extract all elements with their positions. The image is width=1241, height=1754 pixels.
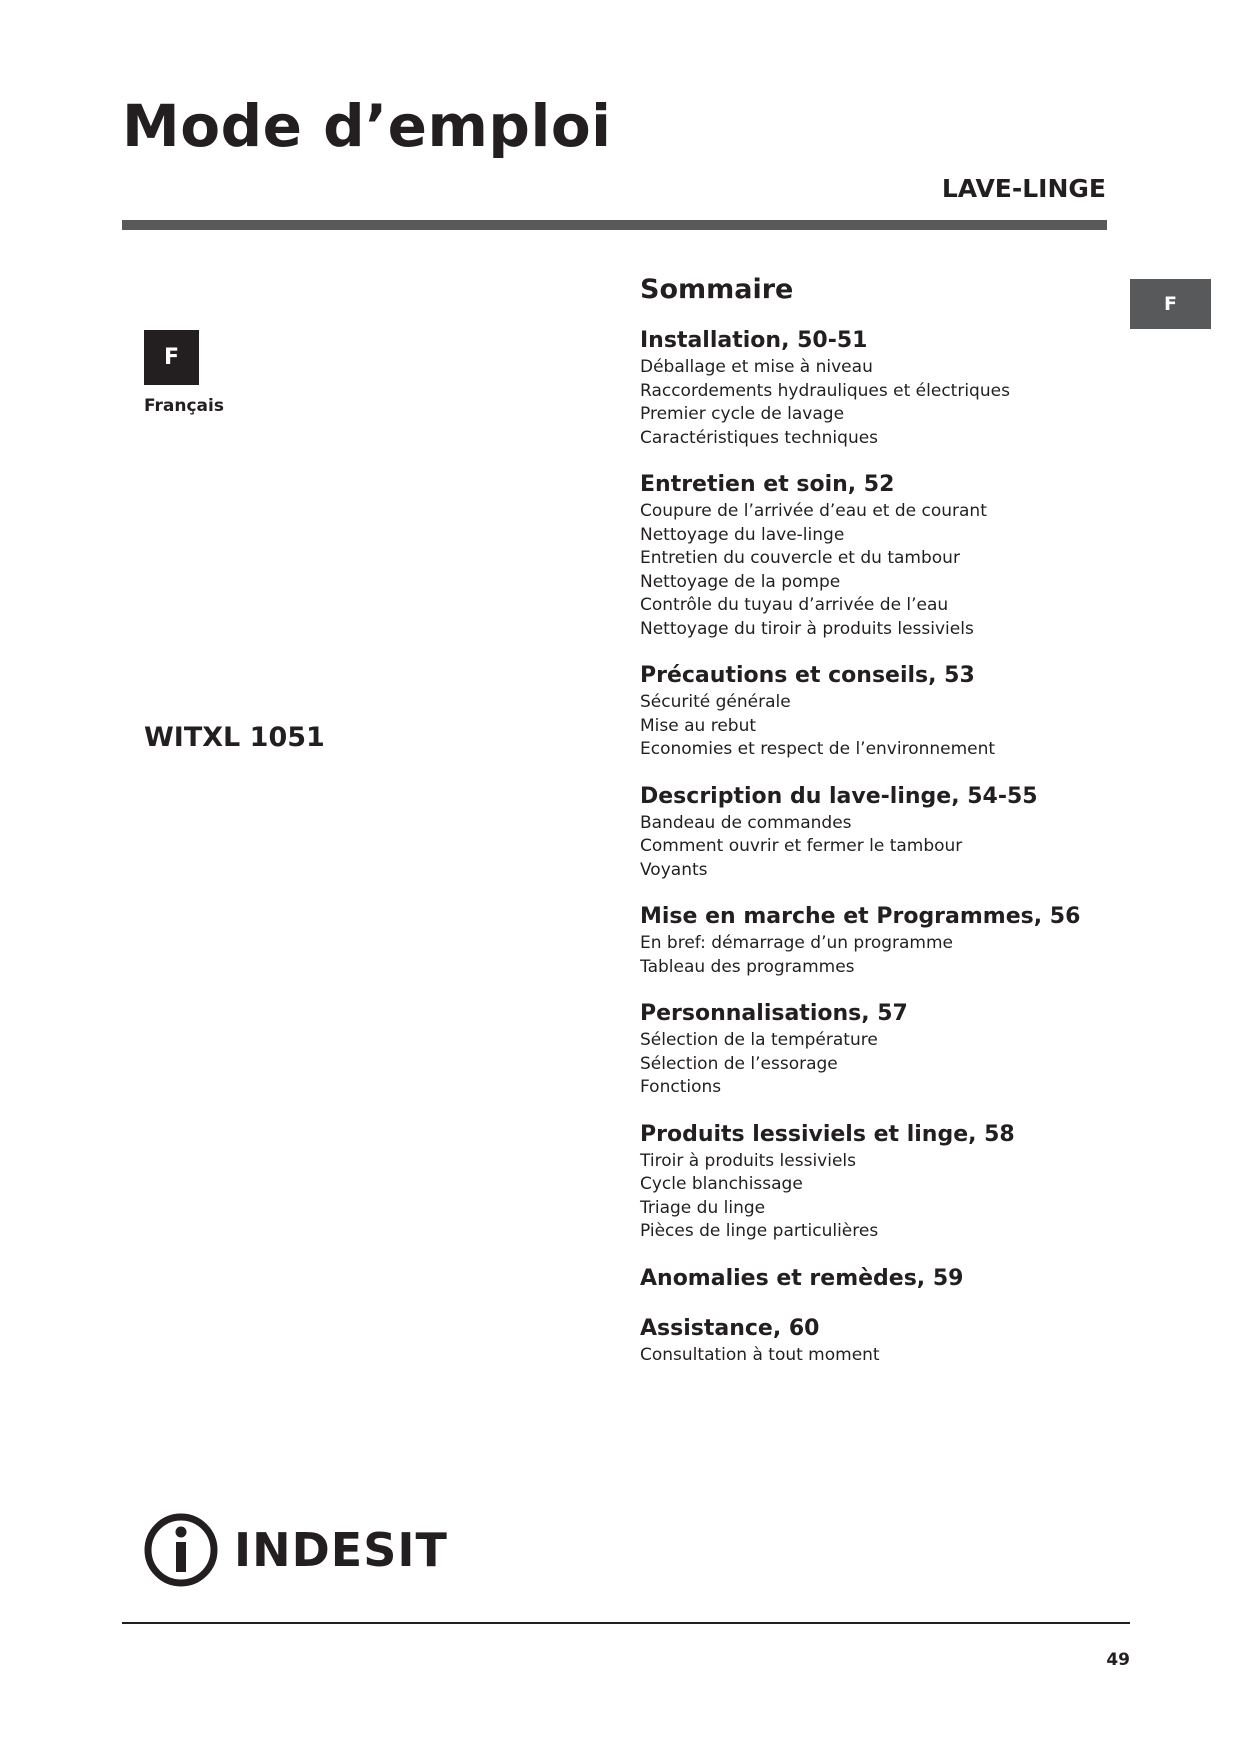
language-side-tab: F — [1130, 279, 1211, 329]
toc-item: Entretien du couvercle et du tambour — [640, 548, 960, 568]
language-label: Français — [144, 396, 224, 416]
toc-section-heading: Installation, 50-51 — [640, 328, 868, 353]
toc-section-heading: Produits lessiviels et linge, 58 — [640, 1121, 1015, 1147]
toc-item: Bandeau de commandes — [640, 812, 852, 833]
toc-section-heading: Entretien et soin, 52 — [640, 472, 895, 497]
toc-item: Mise au rebut — [640, 715, 757, 736]
brand-name: INDESIT — [234, 1523, 448, 1577]
toc-item: Sélection de l’essorage — [640, 1053, 838, 1074]
toc-item: Sécurité générale — [640, 692, 791, 712]
toc-section — [640, 782, 1110, 883]
toc-section — [640, 470, 1110, 641]
toc-title: Sommaire — [640, 274, 794, 305]
language-badge: F — [144, 330, 199, 385]
toc-item: Pièces de linge particulières — [640, 1221, 879, 1241]
toc-item: Consultation à tout moment — [640, 1344, 880, 1365]
header-divider — [122, 220, 1107, 230]
toc-item: Nettoyage du tiroir à produits lessiviels — [640, 618, 974, 639]
toc-item: Voyants — [640, 859, 708, 880]
product-category: LAVE-LINGE — [941, 174, 1106, 203]
indesit-logo-icon — [142, 1511, 220, 1589]
page-number: 49 — [1106, 1650, 1130, 1670]
toc-item: Triage du linge — [640, 1197, 766, 1218]
toc-section-heading: Assistance, 60 — [640, 1315, 820, 1341]
toc-section — [640, 1264, 1110, 1294]
page-title: Mode d’emploi — [122, 92, 612, 160]
toc-item: Contrôle du tuyau d’arrivée de l’eau — [640, 595, 949, 615]
toc-section — [640, 999, 1110, 1100]
toc-item: Fonctions — [640, 1077, 722, 1097]
toc-item: Cycle blanchissage — [640, 1174, 803, 1194]
toc-section — [640, 902, 1110, 979]
toc-sections — [640, 326, 1110, 1367]
table-of-contents — [640, 272, 1110, 1387]
toc-item: En bref: démarrage d’un programme — [640, 933, 954, 953]
toc-item: Nettoyage de la pompe — [640, 571, 841, 592]
toc-section — [640, 661, 1110, 762]
toc-section-heading: Anomalies et remèdes, 59 — [640, 1265, 964, 1291]
toc-section-heading: Personnalisations, 57 — [640, 1001, 908, 1026]
toc-section-heading: Description du lave-linge, 54-55 — [640, 783, 1038, 809]
toc-item: Sélection de la température — [640, 1030, 878, 1050]
toc-item: Tableau des programmes — [640, 956, 855, 977]
toc-item: Premier cycle de lavage — [640, 404, 845, 424]
toc-item: Comment ouvrir et fermer le tambour — [640, 836, 963, 856]
toc-item: Raccordements hydrauliques et électriques — [640, 380, 1010, 401]
toc-section — [640, 1120, 1110, 1244]
model-number: WITXL 1051 — [144, 722, 325, 753]
toc-item: Déballage et mise à niveau — [640, 357, 873, 377]
toc-section — [640, 1314, 1110, 1368]
toc-item: Nettoyage du lave-linge — [640, 524, 845, 545]
toc-section-heading: Précautions et conseils, 53 — [640, 663, 975, 688]
toc-item: Tiroir à produits lessiviels — [640, 1150, 857, 1171]
toc-section-heading: Mise en marche et Programmes, 56 — [640, 904, 1081, 929]
toc-section — [640, 326, 1110, 450]
toc-item: Economies et respect de l’environnement — [640, 739, 996, 759]
footer-divider — [122, 1622, 1130, 1624]
toc-item: Coupure de l’arrivée d’eau et de courant — [640, 501, 987, 521]
brand-logo — [142, 1512, 448, 1588]
toc-item: Caractéristiques techniques — [640, 427, 879, 448]
